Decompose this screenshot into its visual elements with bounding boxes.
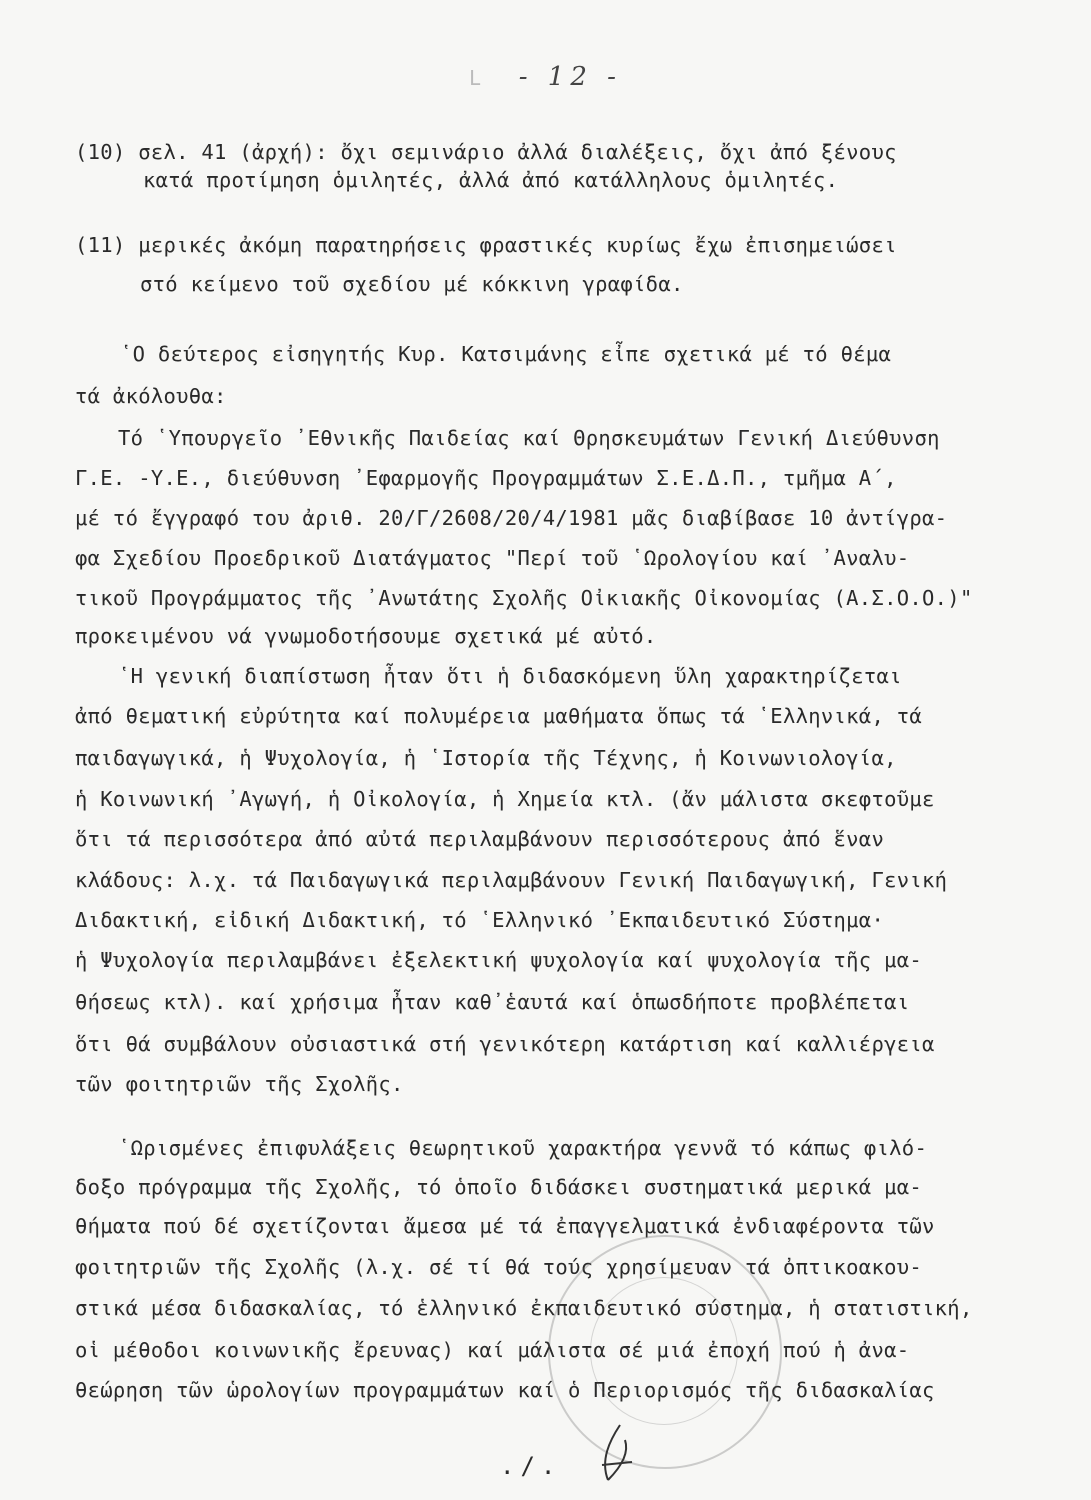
text-line: κατά προτίμηση ὁμιλητές, ἀλλά ἀπό κατάλληλους ὁμιλητές. xyxy=(143,168,839,192)
text-line: τῶν φοιτητριῶν τῆς Σχολῆς. xyxy=(75,1072,404,1096)
text-line: στικά μέσα διδασκαλίας, τό ἑλληνικό ἐκπαιδευτικό σύστημα, ἡ στατιστική, xyxy=(75,1296,973,1320)
text-line: φα Σχεδίου Προεδρικοῦ Διατάγματος "Περί τοῦ ῾Ωρολογίου καί ᾿Αναλυ- xyxy=(75,546,910,570)
text-line: παιδαγωγικά, ἡ Ψυχολογία, ἡ ῾Ιστορία τῆς Τέχνης, ἡ Κοινωνιολογία, xyxy=(75,746,897,770)
text-line: στό κείμενο τοῦ σχεδίου μέ κόκκινη γραφίδα. xyxy=(140,272,684,296)
header-mark: L xyxy=(469,66,488,90)
page-number: - 12 - xyxy=(518,62,622,92)
continuation-mark: ./. xyxy=(500,1452,562,1480)
text-line: (11) μερικές ἀκόμη παρατηρήσεις φραστικές κυρίως ἔχω ἐπισημειώσει xyxy=(75,233,897,257)
text-line: φοιτητριῶν τῆς Σχολῆς (λ.χ. σέ τί θά τούς χρησίμευαν τά ὀπτικοακου- xyxy=(75,1255,923,1279)
text-line: (10) σελ. 41 (ἀρχή): ὄχι σεμινάριο ἀλλά διαλέξεις, ὄχι ἀπό ξένους xyxy=(75,140,897,164)
text-line: Γ.Ε. -Υ.Ε., διεύθυνση ᾿Εφαρμογῆς Προγραμμάτων Σ.Ε.Δ.Π., τμῆμα Α΄, xyxy=(75,466,897,490)
text-line: θήσεως κτλ). καί χρήσιμα ἦταν καθ᾿ἑαυτά καί ὁπωσδήποτε προβλέπεται xyxy=(75,990,910,1014)
text-line: Τό ῾Υπουργεῖο ᾿Εθνικῆς Παιδείας καί Θρησκευμάτων Γενική Διεύθυνση xyxy=(118,426,940,450)
text-line: οἱ μέθοδοι κοινωνικῆς ἔρευνας) καί μάλιστα σέ μιά ἐποχή πού ἡ ἀνα- xyxy=(75,1338,910,1362)
text-line: ῾Ωρισμένες ἐπιφυλάξεις θεωρητικοῦ χαρακτήρα γεννᾶ τό κάπως φιλό- xyxy=(118,1136,928,1160)
text-line: τά ἀκόλουθα: xyxy=(75,384,227,408)
text-line: κλάδους: λ.χ. τά Παιδαγωγικά περιλαμβάνουν Γενική Παιδαγωγική, Γενική xyxy=(75,868,948,892)
text-line: θήματα πού δέ σχετίζονται ἄμεσα μέ τά ἐπαγγελματικά ἐνδιαφέροντα τῶν xyxy=(75,1214,935,1238)
text-line: ῾Ο δεύτερος εἰσηγητής Κυρ. Κατσιμάνης εἶπε σχετικά μέ τό θέμα xyxy=(120,342,892,366)
text-line: ὅτι τά περισσότερα ἀπό αὐτά περιλαμβάνουν περισσότερους ἀπό ἕναν xyxy=(75,827,885,851)
text-line: ἀπό θεματική εὐρύτητα καί πολυμέρεια μαθήματα ὅπως τά ῾Ελληνικά, τά xyxy=(75,704,923,728)
signature-mark xyxy=(590,1420,640,1490)
text-line: ῾Η γενική διαπίστωση ἦταν ὅτι ἡ διδασκόμενη ὕλη χαρακτηρίζεται xyxy=(118,664,902,688)
page-header xyxy=(0,62,1091,92)
text-line: ἡ Ψυχολογία περιλαμβάνει ἐξελεκτική ψυχολογία καί ψυχολογία τῆς μα- xyxy=(75,948,923,972)
text-line: τικοῦ Προγράμματος τῆς ᾿Ανωτάτης Σχολῆς Οἰκιακῆς Οἰκονομίας (Α.Σ.Ο.Ο.)" xyxy=(75,586,973,610)
text-line: Διδακτική, εἰδική Διδακτική, τό ῾Ελληνικό ᾿Εκπαιδευτικό Σύστημα· xyxy=(75,908,885,932)
text-line: προκειμένου νά γνωμοδοτήσουμε σχετικά μέ αὐτό. xyxy=(75,624,657,648)
text-line: θεώρηση τῶν ὡρολογίων προγραμμάτων καί ὁ Περιορισμός τῆς διδασκαλίας xyxy=(75,1378,935,1402)
text-line: μέ τό ἔγγραφό του ἀριθ. 20/Γ/2608/20/4/1981 μᾶς διαβίβασε 10 ἀντίγρα- xyxy=(75,506,948,530)
official-stamp xyxy=(548,1235,782,1469)
text-line: δοξο πρόγραμμα τῆς Σχολῆς, τό ὁποῖο διδάσκει συστηματικά μερικά μα- xyxy=(75,1175,923,1199)
text-line: ὅτι θά συμβάλουν οὐσιαστικά στή γενικότερη κατάρτιση καί καλλιέργεια xyxy=(75,1032,935,1056)
text-line: ἡ Κοινωνική ᾿Αγωγή, ἡ Οἰκολογία, ἡ Χημεία κτλ. (ἄν μάλιστα σκεφτοῦμε xyxy=(75,787,935,811)
